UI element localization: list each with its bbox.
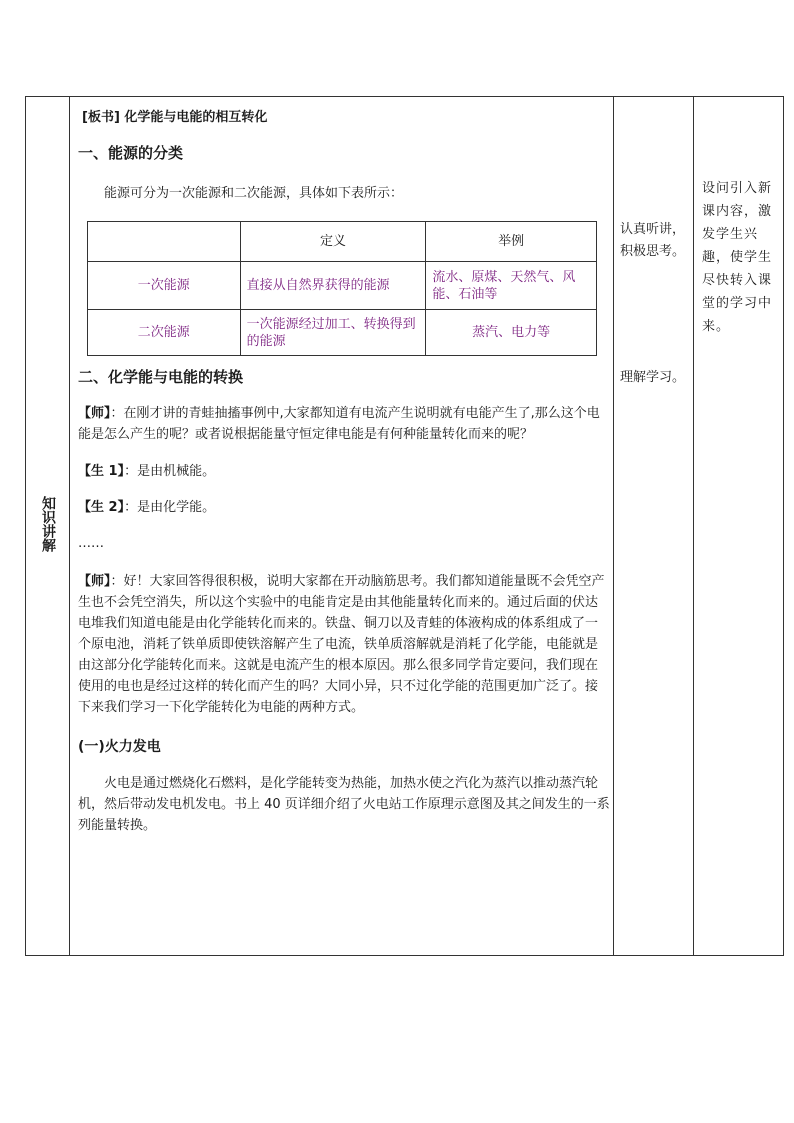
student1-tag: 【生 1】 bbox=[78, 464, 125, 479]
student2-text: ：是由化学能。 bbox=[124, 500, 216, 515]
teacher-explanation bbox=[78, 571, 610, 718]
table-cell-example: 流水、原煤、天然气、风能、石油等 bbox=[426, 262, 597, 310]
table-row bbox=[88, 310, 597, 356]
ellipsis: …… bbox=[78, 536, 104, 551]
table-cell-type: 一次能源 bbox=[88, 262, 241, 310]
teacher-tag: 【师】 bbox=[78, 574, 111, 589]
intro-text: 能源可分为一次能源和二次能源，具体如下表所示： bbox=[104, 186, 404, 201]
thermal-text: 火电是通过燃烧化石燃料，是化学能转变为热能，加热水使之汽化为蒸汽以推动蒸汽轮机，然后带动发电机发电。书上 40 页详细介绍了火电站工作原理示意图及其之间发生的一系列能量转换。 bbox=[78, 776, 610, 833]
table-header-definition: 定义 bbox=[240, 222, 426, 262]
table-row bbox=[88, 262, 597, 310]
teacher-question bbox=[78, 403, 610, 445]
table-header-blank bbox=[88, 222, 241, 262]
teacher-explanation-text: ：好！大家回答得很积极，说明大家都在开动脑筋思考。我们都知道能量既不会凭空产生也不会凭空消失，所以这个实验中的电能肯定是由其他能量转化而来的。通过后面的伏达电堆我们知道电能是由化学能转化而来的。铁盘、铜刀以及青蛙的体液构成的体系组成了一个原电池，消耗了铁单质即使铁溶解产生了电流，铁单质溶解就是消耗了化学能，电能就是由这部分化学能转化而来。这就是电流产生的根本原因。那么很多同学肯定要问，我们现在使用的电也是经过这样的转化而产生的吗？大同小异，只不过化学能的范围更加广泛了。接下来我们学习一下化学能转化为电能的两种方式。 bbox=[78, 574, 605, 715]
teaching-content-cell bbox=[70, 97, 614, 956]
design-intent-cell bbox=[694, 97, 784, 956]
student2-tag: 【生 2】 bbox=[78, 500, 125, 515]
student-activity-cell bbox=[614, 97, 694, 956]
student1-answer bbox=[78, 461, 610, 482]
teacher-tag: 【师】 bbox=[78, 406, 111, 421]
section-label: 知识讲解 bbox=[40, 496, 56, 552]
energy-table bbox=[87, 221, 597, 356]
lesson-plan-table bbox=[25, 96, 784, 956]
teacher-question-text: ：在刚才讲的青蛙抽搐事例中,大家都知道有电流产生说明就有电能产生了,那么这个电能是怎么产生的呢？或者说根据能量守恒定律电能是有何种能量转化而来的呢？ bbox=[78, 406, 600, 442]
design-intent-text: 设问引入新课内容，激发学生兴趣，使学生尽快转入课堂的学习中来。 bbox=[702, 181, 773, 334]
board-title: [板书] 化学能与电能的相互转化 bbox=[82, 110, 268, 125]
table-cell-example: 蒸汽、电力等 bbox=[426, 310, 597, 356]
subheading-thermal: (一)火力发电 bbox=[78, 739, 161, 755]
heading-conversion: 二、化学能与电能的转换 bbox=[78, 368, 244, 386]
student1-text: ：是由机械能。 bbox=[124, 464, 216, 479]
table-cell-type: 二次能源 bbox=[88, 310, 241, 356]
student-activity-1: 认真听讲，积极思考。 bbox=[620, 222, 686, 259]
section-label-cell bbox=[26, 97, 70, 956]
heading-energy-classification: 一、能源的分类 bbox=[78, 144, 184, 162]
student2-answer bbox=[78, 497, 610, 518]
student-activity-2: 理解学习。 bbox=[620, 370, 686, 385]
table-cell-definition: 直接从自然界获得的能源 bbox=[240, 262, 426, 310]
table-cell-definition: 一次能源经过加工、转换得到的能源 bbox=[240, 310, 426, 356]
table-header-example: 举例 bbox=[426, 222, 597, 262]
